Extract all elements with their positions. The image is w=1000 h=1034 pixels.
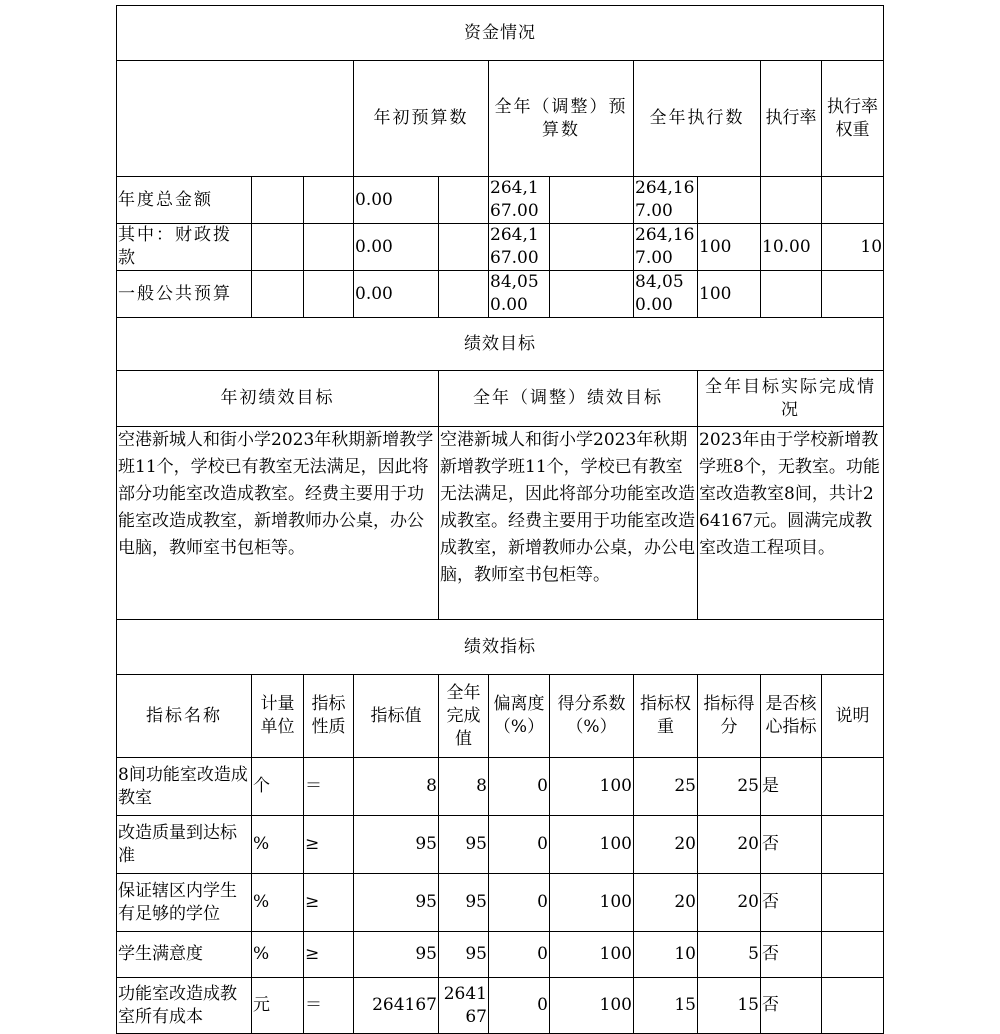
empty-cell [550, 177, 634, 224]
empty-cell [252, 177, 304, 224]
weight-value [761, 177, 822, 224]
goals-section-title: 绩效目标 [117, 318, 884, 371]
empty-cell [304, 177, 354, 224]
table-row [117, 932, 884, 978]
complete-value: 95 [439, 932, 489, 978]
actual-value: 84,050.00 [634, 271, 698, 318]
indicator-unit: % [252, 874, 304, 932]
indicator-nature: ＝ [304, 978, 354, 1034]
weight-value: 10.00 [761, 224, 822, 271]
table-row [117, 874, 884, 932]
actual-value: 264,167.00 [634, 224, 698, 271]
score-value: 10 [822, 224, 884, 271]
weight-value: 10 [634, 932, 698, 978]
note-value [822, 874, 884, 932]
deviation-value: 0 [489, 932, 550, 978]
complete-value: 264167 [439, 978, 489, 1034]
core-indicator-header: 是否核心指标 [761, 675, 822, 758]
actual-execution-header: 全年执行数 [634, 61, 761, 177]
core-value: 否 [761, 978, 822, 1034]
score-value [822, 271, 884, 318]
indicator-nature: ＝ [304, 758, 354, 816]
score-value: 15 [698, 978, 761, 1034]
deviation-value: 0 [489, 978, 550, 1034]
weight-value: 25 [634, 758, 698, 816]
indicator-unit: % [252, 816, 304, 874]
indicator-name: 功能室改造成教室所有成本 [117, 978, 252, 1034]
coef-value: 100 [550, 932, 634, 978]
indicator-weight-header: 指标权重 [634, 675, 698, 758]
complete-value: 8 [439, 758, 489, 816]
initial-budget-value: 0.00 [354, 224, 439, 271]
rate-value [698, 177, 761, 224]
adjusted-goal-header: 全年（调整）绩效目标 [439, 371, 698, 427]
indicator-value: 95 [354, 874, 439, 932]
rate-weight-header: 执行率权重 [822, 61, 884, 177]
empty-cell [304, 224, 354, 271]
empty-cell [439, 177, 489, 224]
complete-value-header: 全年完成值 [439, 675, 489, 758]
table-row [117, 978, 884, 1034]
initial-budget-header: 年初预算数 [354, 61, 489, 177]
score-value: 25 [698, 758, 761, 816]
indicators-section-title: 绩效指标 [117, 620, 884, 675]
indicator-nature: ≥ [304, 932, 354, 978]
coef-value: 100 [550, 978, 634, 1034]
weight-value [761, 271, 822, 318]
complete-value: 95 [439, 816, 489, 874]
performance-table [116, 5, 884, 1034]
note-value [822, 758, 884, 816]
note-value [822, 816, 884, 874]
initial-budget-value: 0.00 [354, 271, 439, 318]
adjusted-budget-value: 264,167.00 [489, 224, 550, 271]
unit-header: 计量单位 [252, 675, 304, 758]
empty-cell [439, 271, 489, 318]
empty-cell [439, 224, 489, 271]
deviation-header: 偏离度（%） [489, 675, 550, 758]
note-header: 说明 [822, 675, 884, 758]
indicator-name: 学生满意度 [117, 932, 252, 978]
coef-value: 100 [550, 758, 634, 816]
indicator-unit: 个 [252, 758, 304, 816]
indicator-value: 264167 [354, 978, 439, 1034]
deviation-value: 0 [489, 874, 550, 932]
initial-goal-text: 空港新城人和街小学2023年秋期新增教学班11个，学校已有教室无法满足，因此将部分功能室改造成教室。经费主要用于功能室改造成教室，新增教师办公桌，办公电脑，教师室书包柜等。 [117, 427, 439, 620]
empty-cell [550, 224, 634, 271]
indicator-nature: ≥ [304, 874, 354, 932]
adjusted-goal-text: 空港新城人和街小学2023年秋期新增教学班11个，学校已有教室无法满足，因此将部分功能室改造成教室。经费主要用于功能室改造成教室，新增教师办公桌，办公电脑，教师室书包柜等。 [439, 427, 698, 620]
coef-value: 100 [550, 874, 634, 932]
score-coef-header: 得分系数（%） [550, 675, 634, 758]
empty-cell [252, 224, 304, 271]
funds-row-label: 一般公共预算 [117, 271, 252, 318]
table-row [117, 758, 884, 816]
rate-value: 100 [698, 271, 761, 318]
coef-value: 100 [550, 816, 634, 874]
actual-goal-header: 全年目标实际完成情况 [698, 371, 884, 427]
rate-value: 100 [698, 224, 761, 271]
note-value [822, 932, 884, 978]
score-value [822, 177, 884, 224]
indicator-name-header: 指标名称 [117, 675, 252, 758]
empty-cell [550, 271, 634, 318]
indicator-value: 8 [354, 758, 439, 816]
empty-cell [304, 271, 354, 318]
table-row [117, 816, 884, 874]
core-value: 否 [761, 932, 822, 978]
indicator-name: 8间功能室改造成教室 [117, 758, 252, 816]
adjusted-budget-value: 84,050.00 [489, 271, 550, 318]
indicator-value-header: 指标值 [354, 675, 439, 758]
weight-value: 20 [634, 816, 698, 874]
core-value: 否 [761, 874, 822, 932]
deviation-value: 0 [489, 816, 550, 874]
indicator-name: 保证辖区内学生有足够的学位 [117, 874, 252, 932]
note-value [822, 978, 884, 1034]
indicator-value: 95 [354, 816, 439, 874]
indicator-unit: 元 [252, 978, 304, 1034]
indicator-unit: % [252, 932, 304, 978]
empty-cell [252, 271, 304, 318]
initial-budget-value: 0.00 [354, 177, 439, 224]
core-value: 是 [761, 758, 822, 816]
score-value: 20 [698, 874, 761, 932]
core-value: 否 [761, 816, 822, 874]
indicator-value: 95 [354, 932, 439, 978]
score-value: 5 [698, 932, 761, 978]
weight-value: 20 [634, 874, 698, 932]
adjusted-budget-header: 全年（调整）预算数 [489, 61, 634, 177]
execution-rate-header: 执行率 [761, 61, 822, 177]
weight-value: 15 [634, 978, 698, 1034]
indicator-nature: ≥ [304, 816, 354, 874]
funds-section-title: 资金情况 [117, 6, 884, 61]
actual-goal-text: 2023年由于学校新增教学班8个，无教室。功能室改造教室8间，共计264167元。圆满完成教室改造工程项目。 [698, 427, 884, 620]
complete-value: 95 [439, 874, 489, 932]
adjusted-budget-value: 264,167.00 [489, 177, 550, 224]
indicator-score-header: 指标得分 [698, 675, 761, 758]
nature-header: 指标性质 [304, 675, 354, 758]
indicator-name: 改造质量到达标准 [117, 816, 252, 874]
initial-goal-header: 年初绩效目标 [117, 371, 439, 427]
score-value: 20 [698, 816, 761, 874]
funds-row-label: 年度总金额 [117, 177, 252, 224]
funds-header-blank [117, 61, 354, 177]
deviation-value: 0 [489, 758, 550, 816]
funds-row-label: 其中：财政拨款 [117, 224, 252, 271]
actual-value: 264,167.00 [634, 177, 698, 224]
